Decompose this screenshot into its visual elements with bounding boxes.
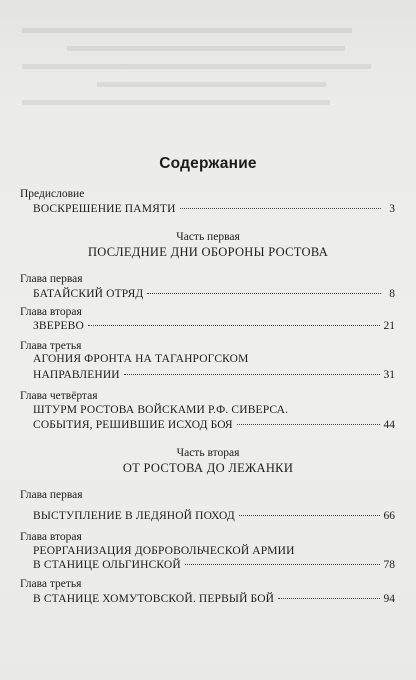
chapter-entry[interactable] xyxy=(33,320,395,332)
preface-title: ВОСКРЕШЕНИЕ ПАМЯТИ xyxy=(33,203,176,215)
chapter-title: В СТАНИЦЕ ОЛЬГИНСКОЙ xyxy=(33,559,181,571)
chapter-entry[interactable] xyxy=(33,288,395,300)
chapter-title: ВЫСТУПЛЕНИЕ В ЛЕДЯНОЙ ПОХОД xyxy=(33,510,235,522)
page-number: 44 xyxy=(383,419,395,431)
part2-label: Часть вторая xyxy=(176,447,240,459)
chapter-title: ЗВЕРЕВО xyxy=(33,320,84,332)
page-number: 31 xyxy=(383,369,395,381)
chapter-label: Глава первая xyxy=(20,489,83,501)
part2-title: ОТ РОСТОВА ДО ЛЕЖАНКИ xyxy=(122,461,294,475)
leader-dots xyxy=(147,293,381,294)
bleed-through-text xyxy=(22,28,397,118)
leader-dots xyxy=(88,325,380,326)
page-number: 66 xyxy=(383,510,395,522)
chapter-title-line: ШТУРМ РОСТОВА ВОЙСКАМИ Р.Ф. СИВЕРСА. xyxy=(33,404,289,416)
chapter-title: В СТАНИЦЕ ХОМУТОВСКОЙ. ПЕРВЫЙ БОЙ xyxy=(33,593,275,605)
toc-heading: Содержание xyxy=(159,155,257,172)
page-number: 21 xyxy=(383,320,395,332)
chapter-entry[interactable] xyxy=(33,419,395,431)
chapter-entry[interactable] xyxy=(33,510,395,522)
page-number: 94 xyxy=(383,593,395,605)
chapter-label: Глава первая xyxy=(20,273,83,285)
chapter-entry[interactable] xyxy=(33,369,395,381)
page-number: 8 xyxy=(389,288,395,300)
chapter-label: Глава третья xyxy=(20,340,82,352)
leader-dots xyxy=(180,208,381,209)
leader-dots xyxy=(124,374,380,375)
chapter-entry[interactable] xyxy=(33,593,395,605)
chapter-title: НАПРАВЛЕНИИ xyxy=(33,369,120,381)
chapter-title: БАТАЙСКИЙ ОТРЯД xyxy=(33,288,144,300)
leader-dots xyxy=(278,598,379,599)
chapter-label: Глава вторая xyxy=(20,531,82,543)
page-number: 3 xyxy=(389,203,395,215)
part1-title: ПОСЛЕДНИЕ ДНИ ОБОРОНЫ РОСТОВА xyxy=(87,245,329,259)
chapter-title-line: РЕОРГАНИЗАЦИЯ ДОБРОВОЛЬЧЕСКОЙ АРМИИ xyxy=(33,545,295,557)
chapter-label: Глава вторая xyxy=(20,306,82,318)
preface-entry[interactable] xyxy=(33,203,395,215)
chapter-entry[interactable] xyxy=(33,559,395,571)
preface-label: Предисловие xyxy=(20,188,85,200)
leader-dots xyxy=(185,564,380,565)
leader-dots xyxy=(239,515,380,516)
chapter-title-line: АГОНИЯ ФРОНТА НА ТАГАНРОГСКОМ xyxy=(33,353,249,365)
leader-dots xyxy=(237,424,380,425)
chapter-title: СОБЫТИЯ, РЕШИВШИЕ ИСХОД БОЯ xyxy=(33,419,233,431)
page-number: 78 xyxy=(383,559,395,571)
chapter-label: Глава третья xyxy=(20,578,82,590)
part1-label: Часть первая xyxy=(176,231,240,243)
chapter-label: Глава четвёртая xyxy=(20,390,98,402)
